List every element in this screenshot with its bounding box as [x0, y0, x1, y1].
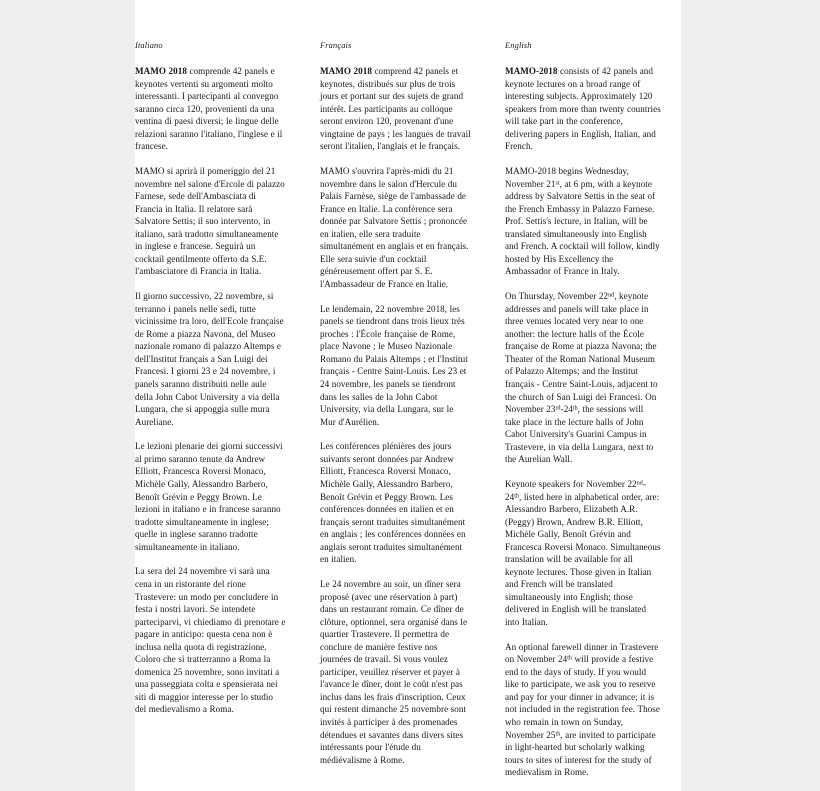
paragraph: On Thursday, November 22nd, keynote addresses and panels will take place in three venues located very near to one another: the lecture halls of the École française de Rome at piazza Navona; the Theater of the Roman National Museum of Palazzo Altemps; and the Institut français - Centre Saint-Louis, adjacent to the church of San Luigi dei Francesi. On November 23rd-24th, the sessions will take place in the lecture halls of John Cabot University's Guarini Campus in Trastevere, in via della Lungara, next to the Aurelian Wall.: [505, 291, 658, 465]
paragraph: Le lendemain, 22 novembre 2018, les panels se tiendront dans trois lieux très proches : l'École française de Rome, place Navone ; le Museo Nazionale Romano du Palais Altemps ; et l'Institut français - Centre Saint-Louis. Les 23 et 24 novembre, les panels se tiendront dans les salles de la John Cabot University, via della Lungara, sur le Mur d'Aurélien.: [320, 303, 468, 427]
paragraph-text: comprende 42 panels e keynotes vertenti su argomenti molto interessanti. I partecipanti al convegno saranno circa 120, provenienti da una ventina di paesi diversi; le lingue delle relazioni saranno l'italiano, l'inglese e il francese.: [135, 66, 283, 152]
paragraph: Keynote speakers for November 22nd-24th, listed here in alphabetical order, are: Alessandro Barbero, Elizabeth A.R. (Peggy) Brown, Andrew B.R. Elliott, Michèle Gally, Benoît Grévin and Francesca Roversi Monaco. Simultaneous translation will be available for all keynote lectures. Those given in Italian and French will be translated simultaneously into English; those delivered in English will be translated into Italian.: [505, 478, 661, 627]
paragraph: An optional farewell dinner in Trastevere on November 24th will provide a festive end to the days of study. If you would like to participate, we ask you to reserve and pay for your dinner in advance; it is not included in the registration fee. Those who remain in town on Sunday, November 25th, are invited to participate in light-hearted but scholarly walking tours to sites of interest for the study of medievalism in Rome.: [505, 641, 660, 778]
paragraph: [320, 65, 471, 153]
document-page: [135, 0, 681, 791]
lead-bold-english: MAMO-2018: [505, 66, 558, 76]
columns-container: [135, 40, 681, 779]
column-heading-english: English: [505, 41, 532, 50]
paragraph: Les conférences plénières des jours suivants seront données par Andrew Elliott, Francesca Roversi Monaco, Michèle Gally, Alessandro Barbero, Benoît Grévin et Peggy Brown. Les conférences données en italien et en français seront traduites simultanément en anglais ; les conférences données en anglais seront traduites simultanément en italien.: [320, 441, 466, 565]
lead-bold-francais: MAMO 2018: [320, 66, 372, 76]
paragraph: [135, 65, 286, 153]
paragraph: MAMO-2018 begins Wednesday, November 21st, at 6 pm, with a keynote address by Salvatore Settis in the seat of the French Embassy in Palazzo Farnese. Prof. Settis's lecture, in Italian, will be translated simultaneously into English and French. A cocktail will follow, kindly hosted by His Excellency the Ambassador of France in Italy.: [505, 166, 660, 277]
paragraph: Le lezioni plenarie dei giorni successivi al primo saranno tenute da Andrew Elliott, Francesca Roversi Monaco, Michèle Gally, Alessandro Barbero, Benoît Grévin e Peggy Brown. Le lezioni in italiano e in francese saranno tradotte simultaneamente in inglese; quelle in inglese saranno tradotte simultaneamente in italiano.: [135, 441, 283, 552]
paragraph: La sera del 24 novembre vi sarà una cena in un ristorante del rione Trastevere: un modo per concludere in festa i nostri lavori. Se intendete parteciparvi, vi chiediamo di prenotare e pagare in anticipo: questa cena non è inclusa nella quota di registrazione. Coloro che si tratterranno a Roma la domenica 25 novembre, sono invitati a una passeggiata colta e spensierata nei siti di maggior interesse per lo studio del medievalismo a Roma.: [135, 566, 286, 715]
paragraph: Il giorno successivo, 22 novembre, si terranno i panels nelle sedi, tutte vicinissime tra loro, dell'Ecole française de Rome a piazza Navona, del Museo nazionale romano di palazzo Altemps e dell'Institut français a San Luigi dei Francesi. I giorni 23 e 24 novembre, i panels saranno distribuiti nelle aule della John Cabot University a via della Lungara, che si appoggia sulle mura Aureliane.: [135, 291, 284, 427]
column-heading-francais: Français: [320, 41, 352, 50]
column-heading-italiano: Italiano: [135, 41, 163, 50]
paragraph: MAMO si aprirà il pomeriggio del 21 novembre nel salone d'Ercole di palazzo Farnese, sede dell'Ambasciata di Francia in Italia. Il relatore sarà Salvatore Settis; il suo intervento, in italiano, sarà tradotto simultaneamente in inglese e francese. Seguirà un cocktail gentilmente offerto da S.E. l'ambasciatore di Francia in Italia.: [135, 166, 285, 277]
language-column-italiano: [135, 40, 286, 716]
paragraph: MAMO s'ouvrira l'après-midi du 21 novembre dans le salon d'Hercule du Palais Farnèse, siège de l'ambassade de France en Italie. La conférence sera donnée par Salvatore Settis ; prononcée en italien, elle sera traduite simultanément en anglais et en français. Elle sera suivie d'un cocktail généreusement offert par S. E. l'Ambassadeur de France en Italie.: [320, 166, 469, 289]
language-column-francais: [320, 40, 471, 766]
lead-bold-italiano: MAMO 2018: [135, 66, 187, 76]
paragraph-text: comprend 42 panels et keynotes, distribués sur plus de trois jours et portant sur des sujets de grand intérêt. Les participants au colloque seront environ 120, provenant d'une vingtaine de pays ; les langues de travail seront l'italien, l'anglais et le français.: [320, 66, 471, 152]
paragraph: [505, 65, 661, 153]
paragraph-text: consists of 42 panels and keynote lectures on a broad range of interesting subjects. Approximately 120 speakers from more than twenty countries will take part in the conference, delivering papers in English, Italian, and French.: [505, 66, 661, 152]
language-column-english: [505, 40, 661, 779]
paragraph: Le 24 novembre au soir, un dîner sera proposé (avec une réservation à part) dans un restaurant romain. Ce dîner de clôture, optionnel, sera organisé dans le quartier Trastevere. Il permettra de conclure de manière festive nos journées de travail. Si vous voulez participer, veuillez réserver et payer à l'avance le dîner, dont le coût n'est pas inclus dans les frais d'inscription. Ceux qui restent dimanche 25 novembre sont invités à participer à des promenades détendues et savantes dans divers sites intéressants pour l'étude du médiévalisme à Rome.: [320, 578, 468, 765]
